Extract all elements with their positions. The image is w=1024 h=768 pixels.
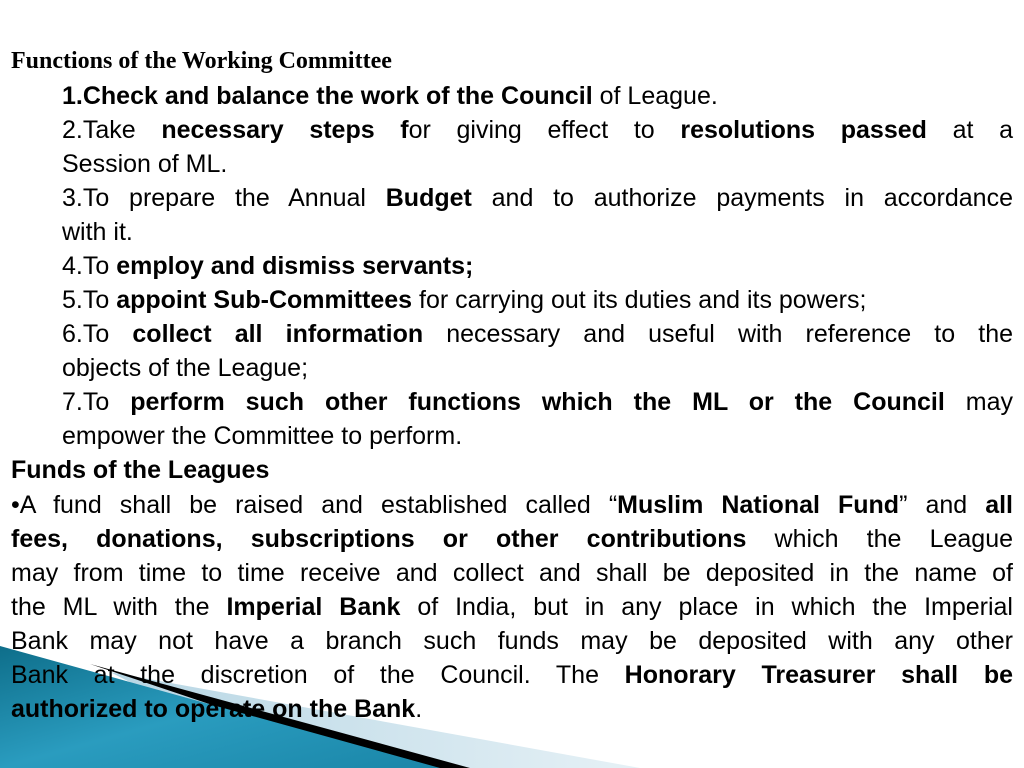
- text-span: employ and dismiss servants;: [116, 252, 474, 280]
- funds-line-2: [11, 522, 1013, 556]
- funds-line-5: [11, 624, 1013, 658]
- item-6-line-2: [62, 351, 1013, 385]
- funds-line-1: [11, 488, 1013, 522]
- text-span: To: [82, 252, 117, 280]
- item-6-line-1: [62, 317, 1013, 351]
- text-span: To: [82, 320, 133, 348]
- text-span: with it.: [62, 218, 133, 246]
- text-span: the ML with the: [11, 593, 227, 621]
- text-span: 3.: [62, 184, 83, 212]
- text-span: Honorary Treasurer shall be: [624, 661, 1013, 689]
- item-5: [62, 283, 1013, 317]
- text-span: 5.: [62, 286, 83, 314]
- funds-line-4: [11, 590, 1013, 624]
- text-span: at a: [926, 116, 1013, 144]
- item-7-line-1: [62, 385, 1013, 419]
- funds-line-6: [11, 658, 1013, 692]
- item-2-line-1: [62, 113, 1013, 147]
- text-span: necessary and useful with reference to the: [423, 320, 1013, 348]
- text-span: ” and: [899, 491, 986, 519]
- text-span: of India, but in any place in which the Imperial: [400, 593, 1013, 621]
- text-span: may: [944, 388, 1014, 416]
- text-span: To prepare the Annual: [82, 184, 386, 212]
- text-span: Take: [82, 116, 162, 144]
- text-span: for carrying out its duties and its powers;: [412, 286, 867, 314]
- text-span: Imperial Bank: [226, 593, 401, 621]
- text-span: 4.: [62, 252, 83, 280]
- funds-line-7: [11, 692, 1013, 726]
- funds-line-3: [11, 556, 1013, 590]
- text-span: Bank at the discretion of the Council. The: [11, 661, 625, 689]
- funds-heading: [11, 453, 1013, 487]
- text-span: 1.: [62, 82, 83, 110]
- text-span: Muslim National Fund: [617, 491, 900, 519]
- text-span: empower the Committee to perform.: [62, 422, 463, 450]
- text-span: 7.: [62, 388, 83, 416]
- text-span: collect all information: [132, 320, 424, 348]
- text-span: Session of ML.: [62, 150, 228, 178]
- item-3-line-1: [62, 181, 1013, 215]
- text-span: which the League: [746, 525, 1013, 553]
- text-span: Funds of the Leagues: [11, 456, 270, 484]
- text-span: •A fund shall be raised and established called “: [11, 491, 618, 519]
- text-span: fees, donations, subscriptions or other contributions: [11, 525, 747, 553]
- item-7-line-2: [62, 419, 1013, 453]
- text-span: appoint Sub-Committees: [116, 286, 413, 314]
- text-span: perform such other functions which the ML or the Council: [130, 388, 945, 416]
- text-span: objects of the League;: [62, 354, 309, 382]
- text-span: authorized to operate on the Bank: [11, 695, 416, 723]
- item-3-line-2: [62, 215, 1013, 249]
- text-span: of League.: [592, 82, 718, 110]
- text-span: 6.: [62, 320, 83, 348]
- text-span: or giving effect to: [408, 116, 681, 144]
- item-4: [62, 249, 1013, 283]
- item-1: [62, 79, 1013, 113]
- slide-title: Functions of the Working Committee: [11, 48, 392, 74]
- text-span: may from time to time receive and collect and shall be deposited in the name of: [11, 559, 1013, 587]
- text-span: 2.: [62, 116, 83, 144]
- text-span: Check and balance the work of the Council: [82, 82, 593, 110]
- text-span: Bank may not have a branch such funds may be deposited with any other: [11, 627, 1013, 655]
- text-span: necessary steps f: [161, 116, 409, 144]
- text-span: all: [985, 491, 1013, 519]
- text-span: .: [415, 695, 423, 723]
- text-span: To: [82, 286, 117, 314]
- text-span: Budget: [385, 184, 472, 212]
- text-span: resolutions passed: [680, 116, 927, 144]
- item-2-line-2: [62, 147, 1013, 181]
- text-span: and to authorize payments in accordance: [471, 184, 1013, 212]
- text-span: To: [82, 388, 131, 416]
